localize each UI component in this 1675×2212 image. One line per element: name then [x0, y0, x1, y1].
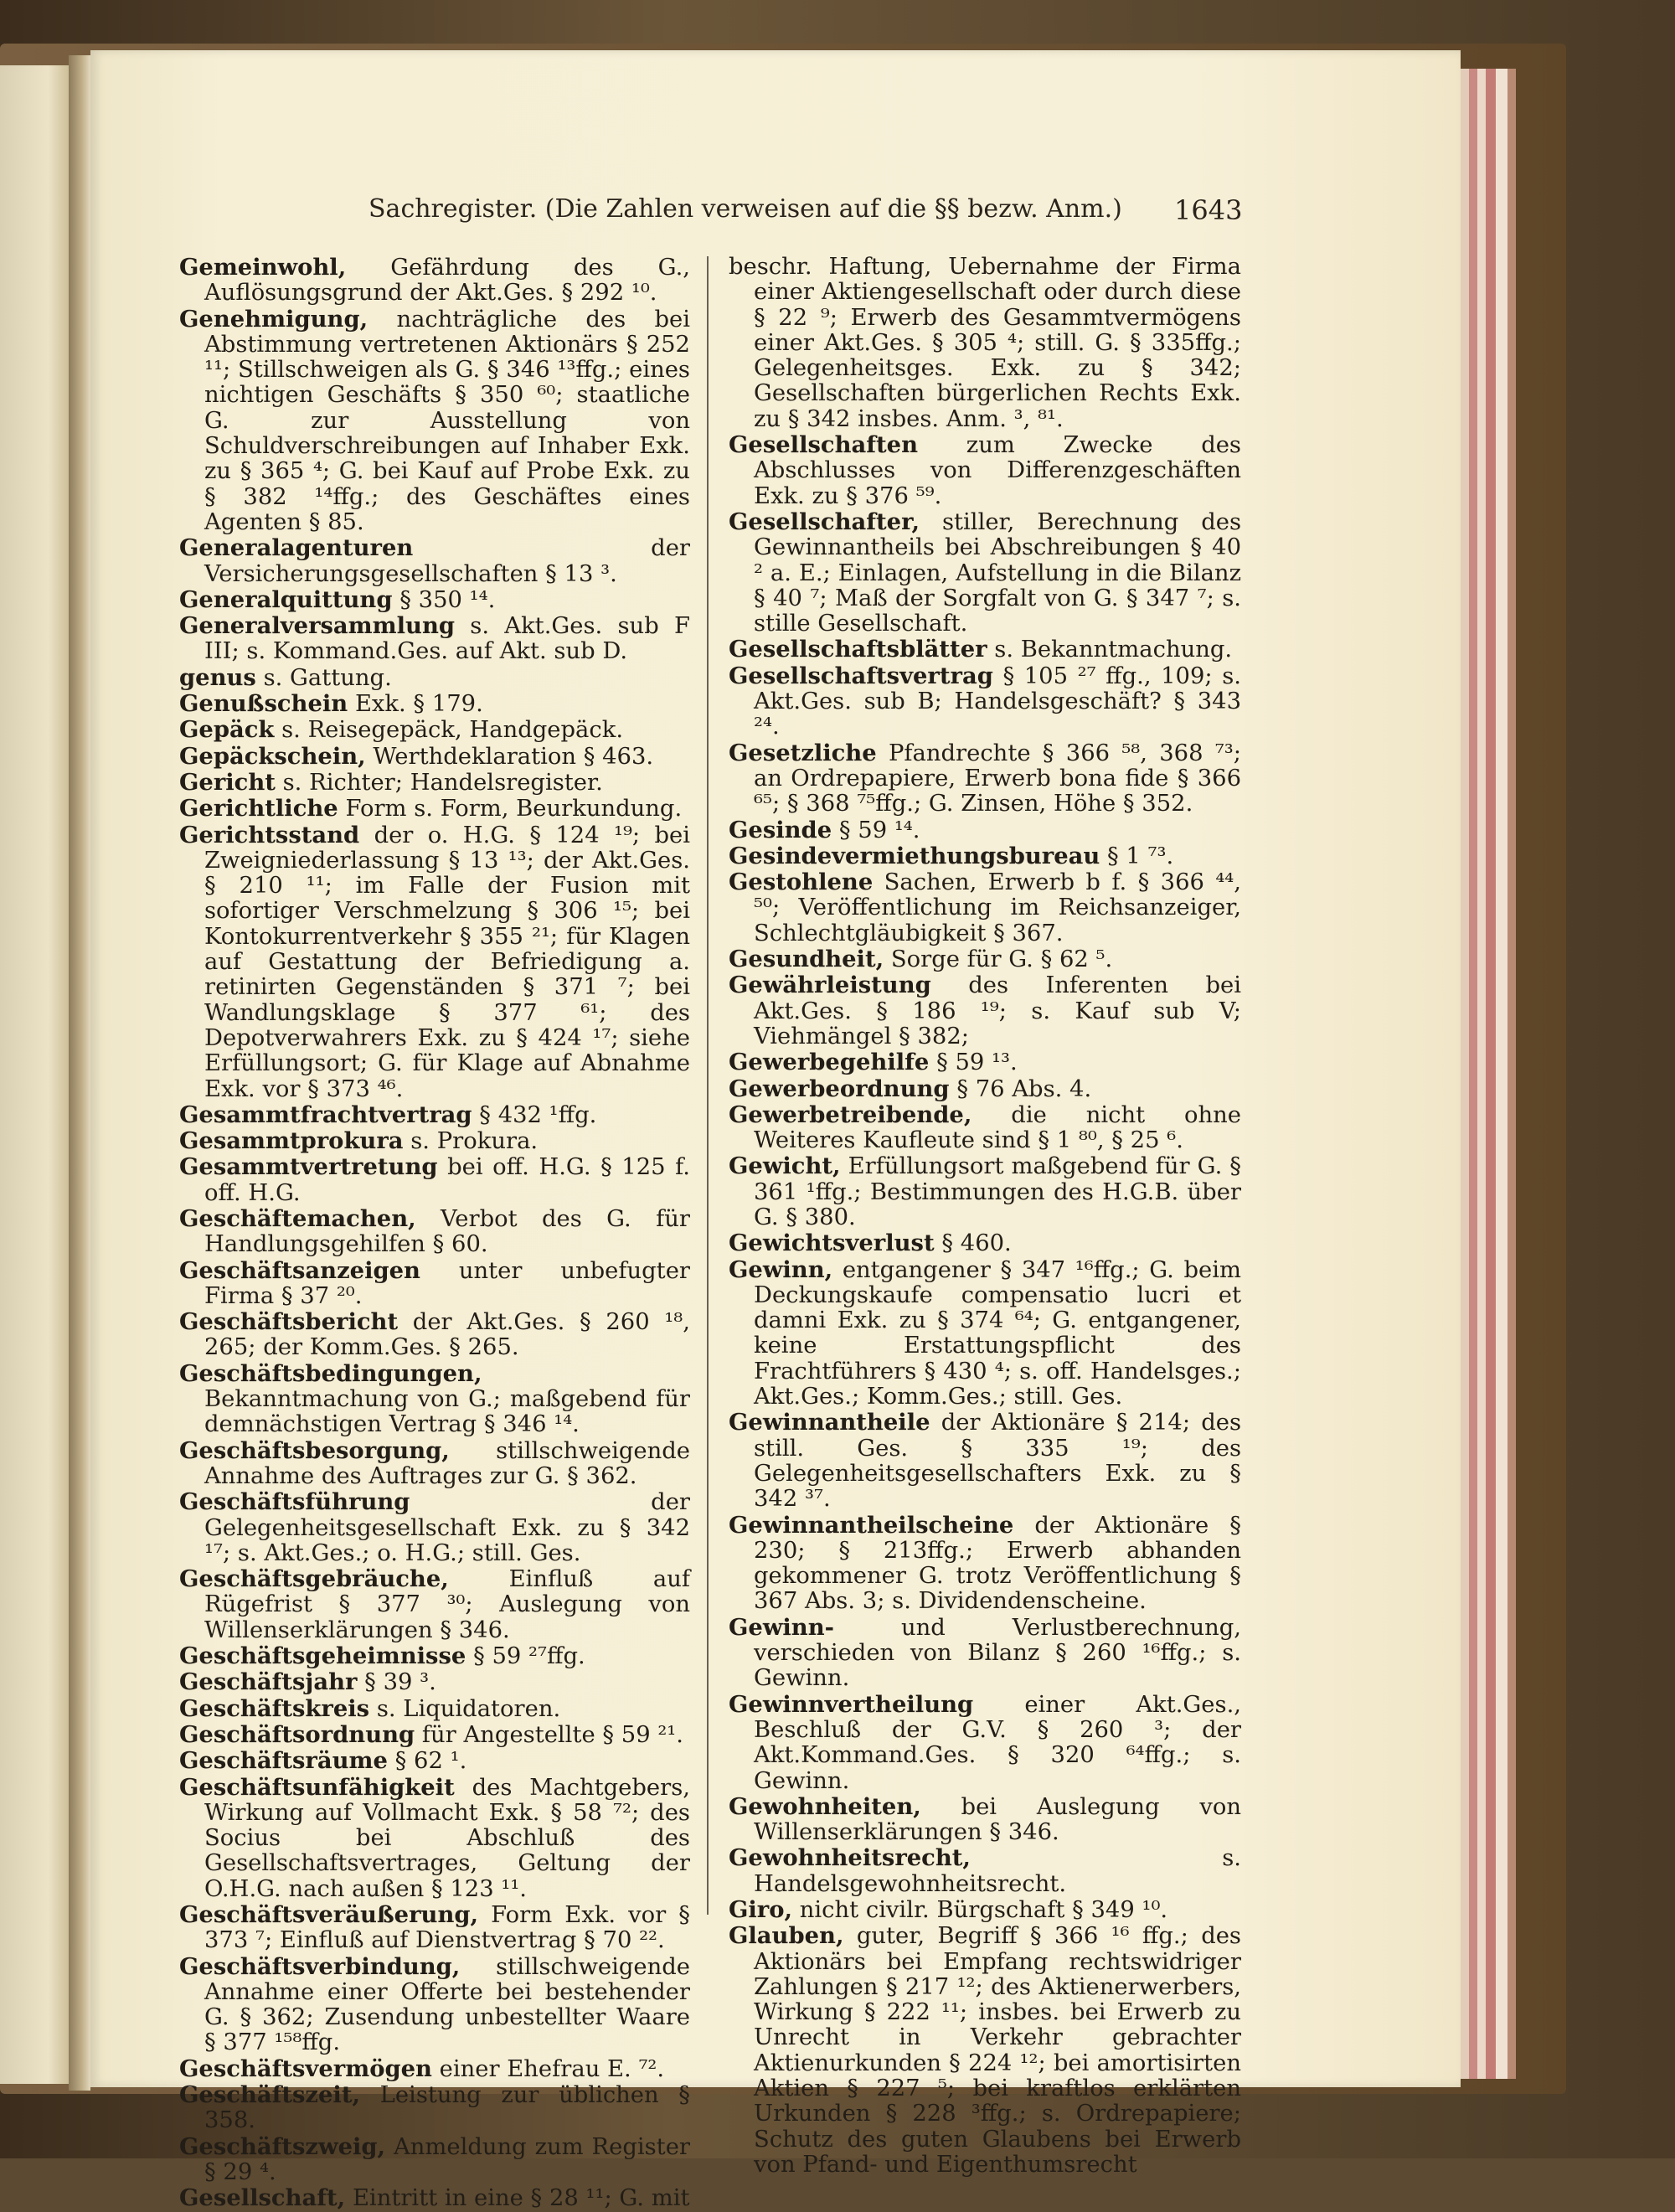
index-entry-text: § 105 ²⁷ ffg., 109; s. Akt.Ges. sub B; Handelsgeschäft? § 343 ²⁴. — [754, 663, 1241, 740]
index-entry — [179, 1206, 690, 1258]
index-entry-headword: Giro, — [729, 1896, 793, 1923]
index-entry-text: entgangener § 347 ¹⁶ffg.; G. beim Deckungskaufe compensatio lucri et damni Exk. zu § 374 ⁶⁴; G. entgangener, keine Erstattungspflicht des Frachtführers § 430 ⁴; s. off. Handelsges.; Akt.Ges.; Komm.Ges.; still. Ges. — [754, 1256, 1241, 1410]
index-entry-text: Einfluß auf Rügefrist § 377 ³⁰; Auslegung von Willenserklärungen § 346. — [204, 1566, 690, 1643]
index-entry — [179, 1361, 690, 1438]
index-entry — [179, 665, 690, 691]
index-entry — [729, 1153, 1241, 1230]
index-entry-text: Bekanntmachung von G.; maßgebend für demnächstigen Vertrag § 346 ¹⁴. — [204, 1386, 690, 1438]
index-entry-text: der Versicherungsgesellschaften § 13 ³. — [204, 535, 690, 587]
index-entry — [179, 1748, 690, 1774]
index-entry — [179, 535, 690, 587]
page-edge — [1477, 69, 1486, 2079]
index-entry-text: guter, Begriff § 366 ¹⁶ ffg.; des Aktionärs bei Empfang rechtswidriger Zahlungen § 217 ¹²; des Aktienerwerbers, Wirkung § 222 ¹¹; insbes. bei Erwerb zu Unrecht in Verkehr gebrachter Aktienurkunden § 224 ¹²; bei amortisirten Aktien § 227 ⁵; bei kraftlos erklärten Urkunden § 228 ³ffg.; s. Ordrepapiere; Schutz des guten Glaubens bei Erwerb von Pfand- und Eigenthumsrecht — [754, 1923, 1241, 2178]
index-entry — [179, 2134, 690, 2186]
index-entry — [729, 663, 1241, 740]
index-entry-headword: genus — [179, 663, 256, 691]
index-entry — [179, 1489, 690, 1566]
index-entry-headword: Gewerbeordnung — [729, 1075, 950, 1102]
index-entry-text: Anmeldung zum Register § 29 ⁴. — [204, 2133, 690, 2185]
index-entry — [729, 1102, 1241, 1154]
index-entry — [729, 509, 1241, 637]
index-entry-headword: Geschäftsjahr — [179, 1668, 358, 1696]
index-entry-text: einer Ehefrau E. ⁷². — [439, 2055, 665, 2082]
index-entry — [179, 744, 690, 770]
index-entry-text: beschr. Haftung, Uebernahme der Firma einer Aktiengesellschaft oder durch diese § 22 ⁹; Erwerb des Gesammtvermögens einer Akt.Ges. § 305 ⁴; still. G. § 335ffg.; Gelegenheitsges. Exk. zu § 342; Gesellschaften bürgerlichen Rechts Exk. zu § 342 insbes. Anm. ³, ⁸¹. — [729, 254, 1241, 432]
page-edge — [1469, 69, 1477, 2079]
index-entry-headword: Gerichtliche — [179, 795, 338, 822]
index-entry — [179, 1722, 690, 1748]
index-entry-headword: Glauben, — [729, 1922, 844, 1950]
index-entry — [179, 1696, 690, 1722]
index-entry-text: Pfandrechte § 366 ⁵⁸, 368 ⁷³; an Ordrepapiere, Erwerb bona fide § 366 ⁶⁵; § 368 ⁷⁵ffg.; G. Zinsen, Höhe § 352. — [754, 740, 1241, 817]
index-entry — [179, 1154, 690, 1206]
index-entry-headword: Gewinn, — [729, 1256, 833, 1283]
index-entry-headword: Gericht — [179, 768, 276, 796]
page-edge — [1486, 69, 1496, 2079]
column-divider — [707, 256, 709, 1915]
index-entry-headword: Gewohnheiten, — [729, 1792, 921, 1820]
index-entry — [179, 2082, 690, 2134]
index-entry-headword: Gesundheit, — [729, 946, 884, 973]
index-entry — [179, 1775, 690, 1902]
index-entry-text: nachträgliche des bei Abstimmung vertretenen Aktionärs § 252 ¹¹; Stillschweigen als G. § 346 ¹³ffg.; eines nichtigen Geschäfts § 350 ⁶⁰; staatliche G. zur Ausstellung von Schuldverschreibungen auf Inhaber Exk. zu § 365 ⁴; G. bei Kauf auf Probe Exk. zu § 382 ¹⁴ffg.; des Geschäftes eines Agenten § 85. — [204, 306, 690, 535]
index-entry — [179, 2185, 690, 2211]
index-entry-headword: Gesellschaftsvertrag — [729, 662, 993, 689]
index-entry-text: Eintritt in eine § 28 ¹¹; G. mit — [352, 2185, 690, 2212]
index-entry-text: zum Zwecke des Abschlusses von Differenzgeschäften Exk. zu § 376 ⁵⁹. — [754, 432, 1241, 509]
index-entry-headword: Gesellschaft, — [179, 2184, 346, 2212]
index-entry-headword: Gewinnvertheilung — [729, 1690, 974, 1718]
index-entry — [729, 1845, 1241, 1897]
index-entry-text: des Machtgebers, Wirkung auf Vollmacht Exk. § 58 ⁷²; des Socius bei Abschluß des Gesellschaftsvertrages, Geltung der O.H.G. nach außen § 123 ¹¹. — [204, 1774, 690, 1902]
index-entry-text: für Angestellte § 59 ²¹. — [421, 1721, 683, 1748]
index-entry — [179, 822, 690, 1102]
index-entry-headword: Gesindevermiethungsbureau — [729, 842, 1100, 869]
index-entry-text: die nicht ohne Weiteres Kaufleute sind § 1 ⁸⁰, § 25 ⁶. — [754, 1101, 1241, 1154]
page-edge — [1508, 69, 1516, 2079]
index-entry-text: Erfüllungsort maßgebend für G. § 361 ¹ffg.; Bestimmungen des H.G.B. über G. § 380. — [754, 1153, 1241, 1230]
index-entry-headword: Geschäftsunfähigkeit — [179, 1773, 455, 1801]
index-entry-text: nicht civilr. Bürgschaft § 349 ¹⁰. — [799, 1897, 1168, 1923]
index-entry-text: Sorge für G. § 62 ⁵. — [890, 946, 1113, 973]
index-entry — [729, 740, 1241, 817]
index-entry — [729, 1692, 1241, 1794]
index-entry-headword: Generalversammlung — [179, 612, 456, 640]
index-entry-headword: Geschäftsbedingungen, — [179, 1359, 482, 1387]
index-entry — [729, 1076, 1241, 1102]
index-entry-headword: Gewährleistung — [729, 972, 931, 999]
index-column-right — [729, 255, 1241, 2178]
index-entry — [729, 1615, 1241, 1692]
index-entry-text: Werthdeklaration § 463. — [373, 743, 654, 770]
index-entry — [179, 1643, 690, 1669]
index-entry-headword: Geschäftsanzeigen — [179, 1256, 420, 1284]
index-entry-headword: Gepäckschein, — [179, 742, 366, 770]
index-entry-text: Form s. Form, Beurkundung. — [345, 796, 683, 822]
index-entry-headword: Gesellschaftsblätter — [729, 636, 987, 663]
index-entry-headword: Geschäftsveräußerung, — [179, 1901, 479, 1928]
index-entry — [179, 770, 690, 796]
index-entry — [729, 1794, 1241, 1846]
index-entry — [179, 1258, 690, 1310]
index-entry-headword: Geschäftsverbindung, — [179, 1952, 461, 1980]
index-entry-text: der Aktionäre § 214; des still. Ges. § 335 ¹⁹; des Gelegenheitsgesellschafters Exk. zu § 342 ³⁷. — [754, 1410, 1242, 1513]
index-entry-headword: Gesellschaften — [729, 431, 919, 459]
index-entry-text: § 1 ⁷³. — [1107, 843, 1174, 869]
index-entry-text: s. Handelsgewohnheitsrecht. — [754, 1845, 1241, 1897]
index-entry — [729, 432, 1241, 509]
index-entry-headword: Geschäftskreis — [179, 1694, 370, 1722]
index-entry — [179, 587, 690, 613]
index-entry — [179, 613, 690, 665]
index-entry — [729, 1897, 1241, 1923]
index-entry — [179, 1902, 690, 1954]
index-entry-text: s. Reisegepäck, Handgepäck. — [281, 717, 624, 744]
index-entry — [729, 817, 1241, 843]
index-entry-text: der o. H.G. § 124 ¹⁹; bei Zweigniederlassung § 13 ¹³; der Akt.Ges. § 210 ¹¹; im Falle der Fusion mit sofortiger Verschmelzung § 306 ¹⁵; bei Kontokurrentverkehr § 355 ²¹; für Klagen auf Gestattung der Befriedigung a. retinirten Gegenständen § 371 ⁷; bei Wandlungsklage § 377 ⁶¹; des Depotverwahrers Exk. zu § 424 ¹⁷; siehe Erfüllungsort; G. für Klage auf Abnahme Exk. vor § 373 ⁴⁶. — [204, 822, 690, 1102]
index-entry-text: § 62 ¹. — [394, 1748, 467, 1775]
index-entry-headword: Gewerbetreibende, — [729, 1101, 972, 1128]
index-entry-text: § 59 ²⁷ffg. — [473, 1643, 585, 1670]
index-entry-headword: Gewinn- — [729, 1613, 834, 1641]
book-gutter — [69, 55, 90, 2091]
index-entry-headword: Generalquittung — [179, 585, 393, 613]
index-entry-headword: Gerichtsstand — [179, 821, 360, 848]
index-entry-text: s. Prokura. — [410, 1128, 539, 1155]
index-entry-headword: Geschäftszeit, — [179, 2081, 361, 2109]
index-entry — [729, 1923, 1241, 2178]
index-entry-text: s. Gattung. — [263, 664, 392, 691]
index-entry-text: § 350 ¹⁴. — [399, 586, 496, 613]
index-entry — [729, 1049, 1241, 1075]
index-entry-headword: Geschäftsführung — [179, 1488, 410, 1516]
index-entry — [179, 1438, 690, 1490]
index-entry-headword: Geschäftemachen, — [179, 1204, 416, 1232]
running-header: Sachregister. (Die Zahlen verweisen auf die §§ bezw. Anm.) — [368, 194, 1122, 224]
index-entry-headword: Geschäftszweig, — [179, 2132, 386, 2160]
index-entry-text: stillschweigende Annahme des Auftrages zur G. § 362. — [204, 1437, 690, 1489]
index-entry — [179, 691, 690, 717]
index-entry-headword: Gesetzliche — [729, 739, 877, 766]
index-entry-headword: Geschäftsordnung — [179, 1720, 415, 1748]
index-entry — [729, 869, 1241, 946]
index-entry — [729, 1410, 1241, 1512]
index-entry — [729, 946, 1241, 972]
index-entry-headword: Genußschein — [179, 690, 348, 718]
index-entry — [179, 1669, 690, 1695]
index-entry-headword: Gesinde — [729, 816, 832, 843]
index-entry-text: § 76 Abs. 4. — [956, 1075, 1092, 1102]
index-entry-headword: Gewichtsverlust — [729, 1230, 935, 1257]
index-entry-headword: Gewerbegehilfe — [729, 1049, 930, 1076]
index-entry-headword: Geschäftsvermögen — [179, 2055, 432, 2082]
index-entry-text: s. Liquidatoren. — [376, 1695, 561, 1722]
index-entry-text: Sachen, Erwerb b f. § 366 ⁴⁴, ⁵⁰; Veröffentlichung im Reichsanzeiger, Schlechtgläubigkeit § 367. — [754, 869, 1241, 946]
index-entry — [179, 1309, 690, 1361]
index-entry — [729, 1513, 1241, 1615]
index-entry-headword: Gewicht, — [729, 1152, 841, 1180]
index-entry-headword: Geschäftsgeheimnisse — [179, 1642, 466, 1670]
index-entry-text: unter unbefugter Firma § 37 ²⁰. — [204, 1257, 690, 1309]
index-entry — [179, 717, 690, 743]
index-entry — [729, 637, 1241, 663]
index-entry-headword: Geschäftsbericht — [179, 1308, 399, 1336]
index-entry-headword: Gesammtvertretung — [179, 1153, 438, 1181]
index-entry — [179, 307, 690, 536]
page-number: 1643 — [1174, 194, 1243, 226]
index-entry — [729, 1257, 1241, 1410]
index-entry — [179, 796, 690, 822]
index-entry-text: § 460. — [941, 1230, 1012, 1257]
index-entry-text: der Gelegenheitsgesellschaft Exk. zu § 342 ¹⁷; s. Akt.Ges.; o. H.G.; still. Ges. — [204, 1489, 690, 1566]
index-entry-text: Verbot des G. für Handlungsgehilfen § 60. — [204, 1205, 690, 1258]
index-entry-headword: Gestohlene — [729, 869, 874, 896]
index-entry-text: einer Akt.Ges., Beschluß der G.V. § 260 ³; der Akt.Kommand.Ges. § 320 ⁶⁴ffg.; s. Gewinn. — [754, 1691, 1241, 1794]
index-column-left — [179, 255, 690, 2212]
index-entry — [729, 843, 1241, 869]
index-entry-headword: Gewinnantheile — [729, 1409, 930, 1436]
index-entry-headword: Geschäftsräume — [179, 1747, 388, 1775]
index-entry — [179, 1102, 690, 1128]
index-entry-text: § 39 ³. — [364, 1669, 436, 1696]
index-entry-headword: Gesammtprokura — [179, 1127, 404, 1155]
page-edge — [1496, 69, 1508, 2079]
index-entry-headword: Gewinnantheilscheine — [729, 1511, 1014, 1539]
index-entry-headword: Gemeinwohl, — [179, 254, 347, 281]
left-page-edge — [0, 65, 69, 2084]
index-entry-text: des Inferenten bei Akt.Ges. § 186 ¹⁹; s. Kauf sub V; Viehmängel § 382; — [754, 972, 1241, 1049]
index-entry-headword: Gewohnheitsrecht, — [729, 1844, 971, 1872]
index-entry-text: § 432 ¹ffg. — [479, 1101, 597, 1128]
index-entry — [179, 2056, 690, 2082]
index-entry-headword: Genehmigung, — [179, 305, 368, 333]
index-entry-text: s. Akt.Ges. sub F III; s. Kommand.Ges. auf Akt. sub D. — [204, 613, 690, 665]
index-entry-text: § 59 ¹⁴. — [838, 817, 920, 843]
index-entry — [179, 1954, 690, 2056]
index-entry-text: der Akt.Ges. § 260 ¹⁸, 265; der Komm.Ges. § 265. — [204, 1309, 690, 1361]
index-entry — [729, 1230, 1241, 1256]
index-entry-text: stiller, Berechnung des Gewinnantheils bei Abschreibungen § 40 ² a. E.; Einlagen, Aufstellung in die Bilanz § 40 ⁷; Maß der Sorgfalt von G. § 347 ⁷; s. stille Gesellschaft. — [754, 508, 1241, 637]
index-entry-text: stillschweigende Annahme einer Offerte bei bestehender G. § 362; Zusendung unbestellter Waare § 377 ¹⁵⁸ffg. — [204, 1953, 690, 2056]
index-entry-text: § 59 ¹³. — [936, 1049, 1018, 1076]
index-entry-text: bei off. H.G. § 125 f. off. H.G. — [204, 1154, 690, 1206]
index-entry-text: bei Auslegung von Willenserklärungen § 346. — [754, 1793, 1241, 1846]
index-entry-text: s. Richter; Handelsregister. — [282, 769, 603, 796]
index-entry — [179, 1128, 690, 1154]
index-entry-headword: Geschäftsbesorgung, — [179, 1436, 450, 1464]
index-entry — [729, 972, 1241, 1049]
index-entry — [179, 1566, 690, 1643]
index-entry-headword: Generalagenturen — [179, 534, 414, 562]
index-entry-text: und Verlustberechnung, verschieden von Bilanz § 260 ¹⁶ffg.; s. Gewinn. — [754, 1614, 1241, 1692]
index-entry-text: Exk. § 179. — [354, 691, 483, 718]
index-entry — [729, 255, 1241, 432]
index-entry-headword: Geschäftsgebräuche, — [179, 1565, 449, 1593]
index-entry-headword: Gesammtfrachtvertrag — [179, 1101, 472, 1128]
index-entry — [179, 255, 690, 307]
index-entry-text: der Aktionäre § 230; § 213ffg.; Erwerb abhanden gekommener G. trotz Veröffentlichung § 367 Abs. 3; s. Dividendenscheine. — [754, 1512, 1241, 1615]
index-entry-headword: Gepäck — [179, 716, 275, 744]
index-entry-text: Leistung zur üblichen § 358. — [204, 2082, 690, 2134]
index-entry-text: Gefährdung des G., Auflösungsgrund der Akt.Ges. § 292 ¹⁰. — [204, 255, 690, 307]
index-entry-text: s. Bekanntmachung. — [994, 637, 1233, 663]
index-entry-text: Form Exk. vor § 373 ⁷; Einfluß auf Dienstvertrag § 70 ²². — [204, 1902, 690, 1954]
index-entry-headword: Gesellschafter, — [729, 508, 920, 535]
